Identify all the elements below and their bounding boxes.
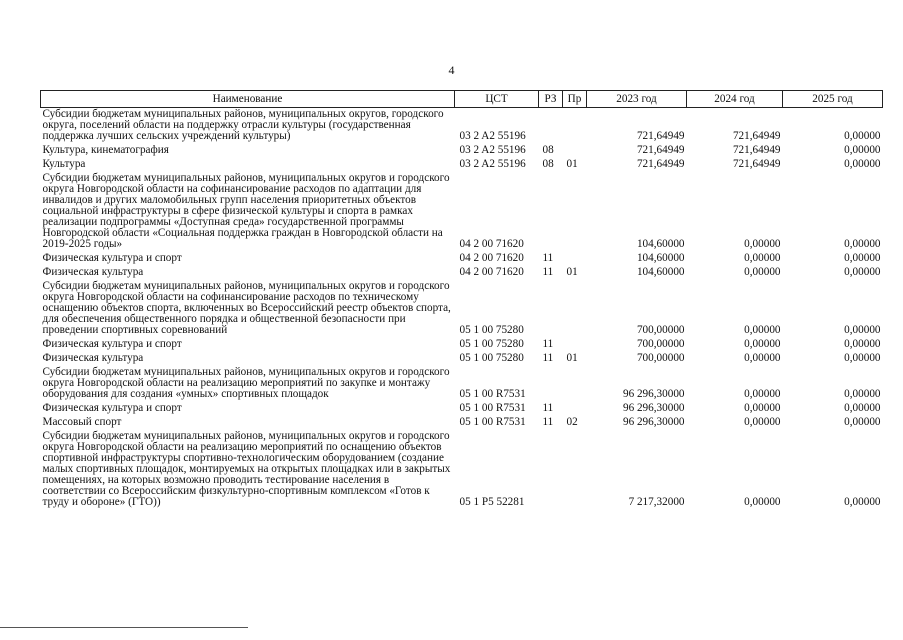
cell-y2025: 0,00000: [844, 402, 881, 414]
cell-y2023: 700,00000: [636, 324, 685, 336]
budget-table: [40, 90, 883, 510]
header-pr: Пр: [563, 91, 587, 108]
cell-y2023: 700,00000: [636, 338, 685, 350]
cell-name: Физическая культура: [42, 266, 144, 278]
cell-y2023: 721,64949: [636, 130, 685, 142]
cell-rz: [539, 172, 563, 252]
cell-rz: 11: [542, 416, 554, 428]
cell-y2023: 721,64949: [636, 158, 685, 170]
cell-name: Субсидии бюджетам муниципальных районов, муниципальных округов и городского округа Новгородской области на реализацию мероприятий по закупке и монтажу оборудования для создания «умных» спортивных площадок: [42, 366, 450, 400]
cell-y2023: 7 217,32000: [628, 496, 685, 508]
cell-cst: 04 2 00 71620: [459, 252, 524, 264]
cell-cst: 05 1 00 75280: [459, 352, 524, 364]
header-cst: ЦСТ: [455, 91, 539, 108]
cell-name: Массовый спорт: [42, 416, 122, 428]
cell-y2024: 0,00000: [744, 416, 781, 428]
cell-pr: [563, 402, 587, 416]
cell-name: Культура, кинематография: [42, 144, 169, 156]
cell-cst: 04 2 00 71620: [459, 238, 524, 250]
table-row: [41, 252, 883, 266]
cell-rz: [539, 366, 563, 402]
cell-y2024: 0,00000: [744, 338, 781, 350]
cell-cst: 05 1 00 75280: [459, 324, 524, 336]
cell-y2023: 104,60000: [636, 238, 685, 250]
cell-cst: 05 1 00 R7531: [459, 388, 526, 400]
cell-cst: 05 1 00 R7531: [459, 416, 526, 428]
cell-y2024: 721,64949: [732, 130, 781, 142]
cell-name: Культура: [42, 158, 86, 170]
cell-rz: 11: [542, 402, 554, 414]
cell-y2023: 721,64949: [636, 144, 685, 156]
table-row: [41, 338, 883, 352]
cell-rz: [539, 430, 563, 510]
cell-rz: 11: [542, 338, 554, 350]
header-2024: 2024 год: [687, 91, 783, 108]
table-header-row: [41, 91, 883, 108]
cell-cst: 03 2 A2 55196: [459, 144, 526, 156]
cell-rz: [539, 280, 563, 338]
cell-pr: 01: [566, 352, 578, 364]
table-row: [41, 352, 883, 366]
table-row: [41, 266, 883, 280]
cell-y2023: 96 296,30000: [622, 402, 685, 414]
cell-y2025: 0,00000: [844, 266, 881, 278]
table-body: [41, 108, 883, 511]
cell-y2023: 96 296,30000: [622, 416, 685, 428]
cell-cst: 03 2 A2 55196: [459, 130, 526, 142]
cell-y2025: 0,00000: [844, 496, 881, 508]
cell-pr: 01: [566, 158, 578, 170]
cell-name: Физическая культура и спорт: [42, 338, 182, 350]
cell-rz: 11: [542, 352, 554, 364]
cell-pr: [563, 338, 587, 352]
table-row: [41, 280, 883, 338]
page-number: 4: [448, 63, 455, 77]
cell-cst: 05 1 00 75280: [459, 338, 524, 350]
cell-rz: 08: [542, 144, 554, 156]
table-row: [41, 172, 883, 252]
cell-rz: 11: [542, 266, 554, 278]
table-row: [41, 158, 883, 172]
header-2025: 2025 год: [783, 91, 883, 108]
cell-y2024: 721,64949: [732, 158, 781, 170]
cell-y2024: 0,00000: [744, 324, 781, 336]
cell-y2024: 0,00000: [744, 266, 781, 278]
cell-y2025: 0,00000: [844, 130, 881, 142]
cell-y2024: 721,64949: [732, 144, 781, 156]
cell-name: Физическая культура: [42, 352, 144, 364]
cell-pr: 02: [566, 416, 578, 428]
cell-y2024: 0,00000: [744, 252, 781, 264]
cell-y2025: 0,00000: [844, 324, 881, 336]
cell-pr: [563, 280, 587, 338]
header-name: Наименование: [41, 91, 455, 108]
cell-cst: 05 1 00 R7531: [459, 402, 526, 414]
cell-pr: [563, 252, 587, 266]
cell-rz: 11: [542, 252, 554, 264]
table-row: [41, 416, 883, 430]
cell-pr: [563, 108, 587, 145]
cell-pr: [563, 430, 587, 510]
cell-y2024: 0,00000: [744, 402, 781, 414]
cell-name: Субсидии бюджетам муниципальных районов, муниципальных округов и городского округа Новгородской области на софинансирование расходов по техническому оснащению объектов спорта, включенных во Всероссийский реестр объектов спорта, для обеспечения общественного порядка и общественной безопасности при проведении спортивных соревнований: [42, 280, 451, 336]
table-row: [41, 366, 883, 402]
cell-y2025: 0,00000: [844, 238, 881, 250]
cell-y2024: 0,00000: [744, 388, 781, 400]
cell-y2024: 0,00000: [744, 352, 781, 364]
cell-y2024: 0,00000: [744, 496, 781, 508]
cell-y2023: 96 296,30000: [622, 388, 685, 400]
table-row: [41, 108, 883, 145]
table-row: [41, 430, 883, 510]
cell-pr: 01: [566, 266, 578, 278]
cell-name: Физическая культура и спорт: [42, 402, 182, 414]
footer-separator-line: [0, 627, 248, 628]
cell-y2025: 0,00000: [844, 252, 881, 264]
cell-name: Субсидии бюджетам муниципальных районов, муниципальных округов и городского округа Новгородской области на реализацию мероприятий по оснащению объектов спортивной инфраструктуры спортивно-технологическим оборудованием (создание малых спортивных площадок, монтируемых на открытых площадках или в закрытых помещениях, на которых возможно проводить тестирование населения в соответствии со Всероссийским физкультурно-спортивным комплексом «Готов к труду и обороне» (ГТО)): [42, 430, 451, 508]
cell-name: Субсидии бюджетам муниципальных районов, муниципальных округов, городского округа, поселений области на поддержку отрасли культуры (государственная поддержка лучших сельских учреждений культуры): [42, 108, 444, 142]
cell-y2025: 0,00000: [844, 388, 881, 400]
cell-y2025: 0,00000: [844, 338, 881, 350]
table-row: [41, 144, 883, 158]
cell-rz: 08: [542, 158, 554, 170]
cell-cst: 05 1 P5 52281: [459, 496, 525, 508]
cell-cst: 03 2 A2 55196: [459, 158, 526, 170]
cell-pr: [563, 172, 587, 252]
cell-pr: [563, 366, 587, 402]
header-rz: РЗ: [539, 91, 563, 108]
cell-name: Физическая культура и спорт: [42, 252, 182, 264]
header-2023: 2023 год: [587, 91, 687, 108]
cell-y2025: 0,00000: [844, 416, 881, 428]
cell-y2025: 0,00000: [844, 144, 881, 156]
cell-pr: [563, 144, 587, 158]
cell-name: Субсидии бюджетам муниципальных районов, муниципальных округов и городского округа Новгородской области на софинансирование расходов по адаптации для инвалидов и других маломобильных групп населения приоритетных объектов социальной инфраструктуры в сфере физической культуры и спорта в рамках реализации подпрограммы «Доступная среда» государственной программы Новгородской области «Социальная поддержка граждан в Новгородской области на 2019-2025 годы»: [42, 172, 450, 250]
cell-y2023: 104,60000: [636, 266, 685, 278]
table-row: [41, 402, 883, 416]
cell-y2023: 104,60000: [636, 252, 685, 264]
cell-y2024: 0,00000: [744, 238, 781, 250]
cell-cst: 04 2 00 71620: [459, 266, 524, 278]
cell-y2025: 0,00000: [844, 158, 881, 170]
cell-y2025: 0,00000: [844, 352, 881, 364]
cell-y2023: 700,00000: [636, 352, 685, 364]
cell-rz: [539, 108, 563, 145]
